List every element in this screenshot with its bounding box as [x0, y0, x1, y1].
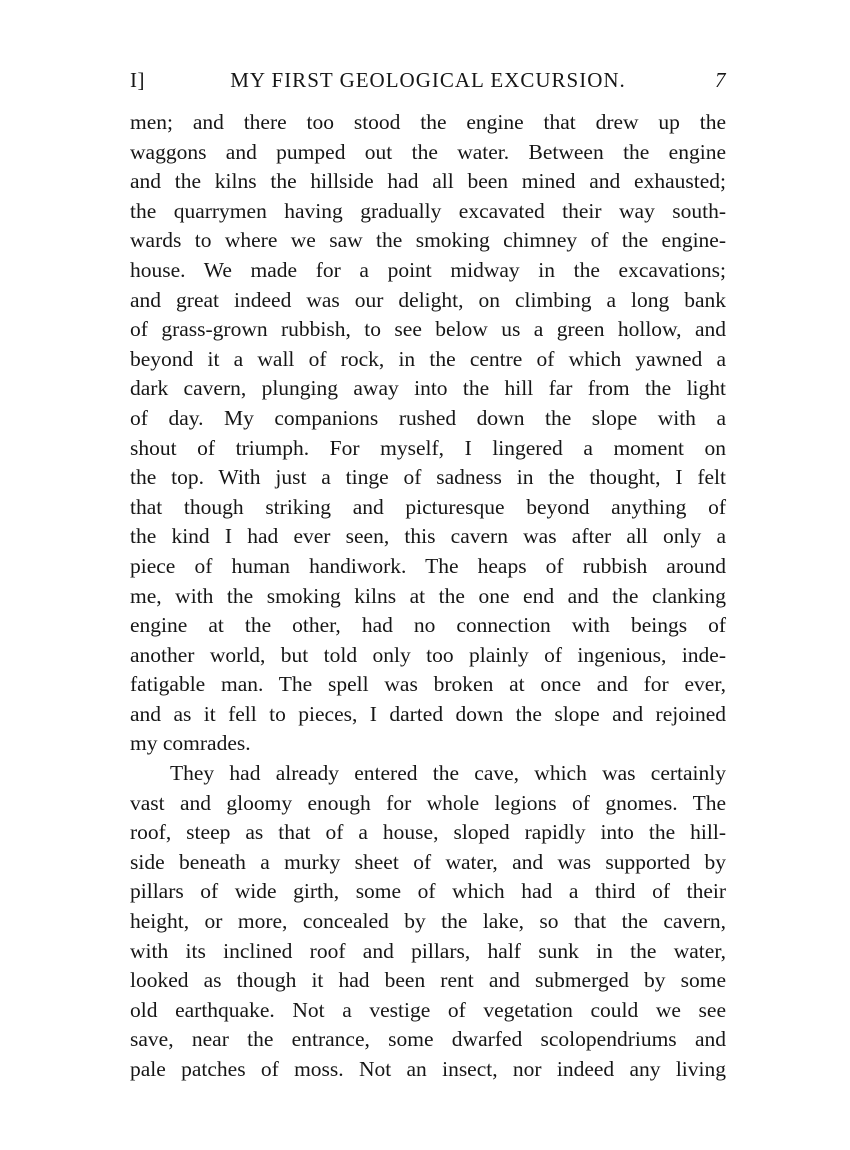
text-line: of grass-grown rubbish, to see below us a green hollow, and	[130, 317, 726, 342]
text-line: another world, but told only too plainly of ingenious, inde-	[130, 642, 726, 667]
text-line: shout of triumph. For myself, I lingered a moment on	[130, 435, 726, 460]
text-line: side beneath a murky sheet of water, and was supported by	[130, 849, 726, 874]
text-line: and as it fell to pieces, I darted down the slope and rejoined	[130, 701, 726, 726]
text-line: me, with the smoking kilns at the one end and the clanking	[130, 583, 726, 608]
text-line: the top. With just a tinge of sadness in the thought, I felt	[130, 465, 726, 490]
text-line: of day. My companions rushed down the slope with a	[130, 405, 726, 430]
text-line: height, or more, concealed by the lake, so that the cavern,	[130, 909, 726, 934]
text-line: and the kilns the hillside had all been mined and exhausted;	[130, 169, 726, 194]
running-head	[130, 60, 726, 100]
text-line: wards to where we saw the smoking chimney of the engine-	[130, 228, 726, 253]
text-line: save, near the entrance, some dwarfed scolopendriums and	[130, 1027, 726, 1052]
text-line: dark cavern, plunging away into the hill far from the light	[130, 376, 726, 401]
paragraph-start-line: They had already entered the cave, which was certainly	[170, 761, 726, 786]
text-line: waggons and pumped out the water. Between the engine	[130, 139, 726, 164]
paragraph-end-line: my comrades.	[130, 731, 251, 756]
body-text	[130, 108, 726, 1085]
chapter-number: I]	[130, 68, 145, 92]
text-line: men; and there too stood the engine that drew up the	[130, 110, 726, 134]
text-line: piece of human handiwork. The heaps of rubbish around	[130, 553, 726, 578]
text-line: house. We made for a point midway in the excavations;	[130, 257, 726, 282]
text-line: fatigable man. The spell was broken at once and for ever,	[130, 672, 726, 697]
text-line: engine at the other, had no connection with beings of	[130, 613, 726, 638]
text-line: pillars of wide girth, some of which had a third of their	[130, 879, 726, 904]
text-line: looked as though it had been rent and submerged by some	[130, 968, 726, 993]
text-line: that though striking and picturesque beyond anything of	[130, 494, 726, 519]
text-line: the quarrymen having gradually excavated their way south-	[130, 198, 726, 223]
text-line: pale patches of moss. Not an insect, nor indeed any living	[130, 1057, 726, 1081]
text-line: with its inclined roof and pillars, half sunk in the water,	[130, 938, 726, 963]
running-title: MY FIRST GEOLOGICAL EXCURSION.	[230, 68, 626, 92]
text-line: vast and gloomy enough for whole legions of gnomes. The	[130, 790, 726, 815]
text-line: and great indeed was our delight, on climbing a long bank	[130, 287, 726, 312]
page-number: 7	[715, 68, 726, 92]
text-line: the kind I had ever seen, this cavern was after all only a	[130, 524, 726, 549]
text-line: roof, steep as that of a house, sloped rapidly into the hill-	[130, 820, 726, 845]
text-line: old earthquake. Not a vestige of vegetation could we see	[130, 997, 726, 1022]
text-line: beyond it a wall of rock, in the centre of which yawned a	[130, 346, 726, 371]
